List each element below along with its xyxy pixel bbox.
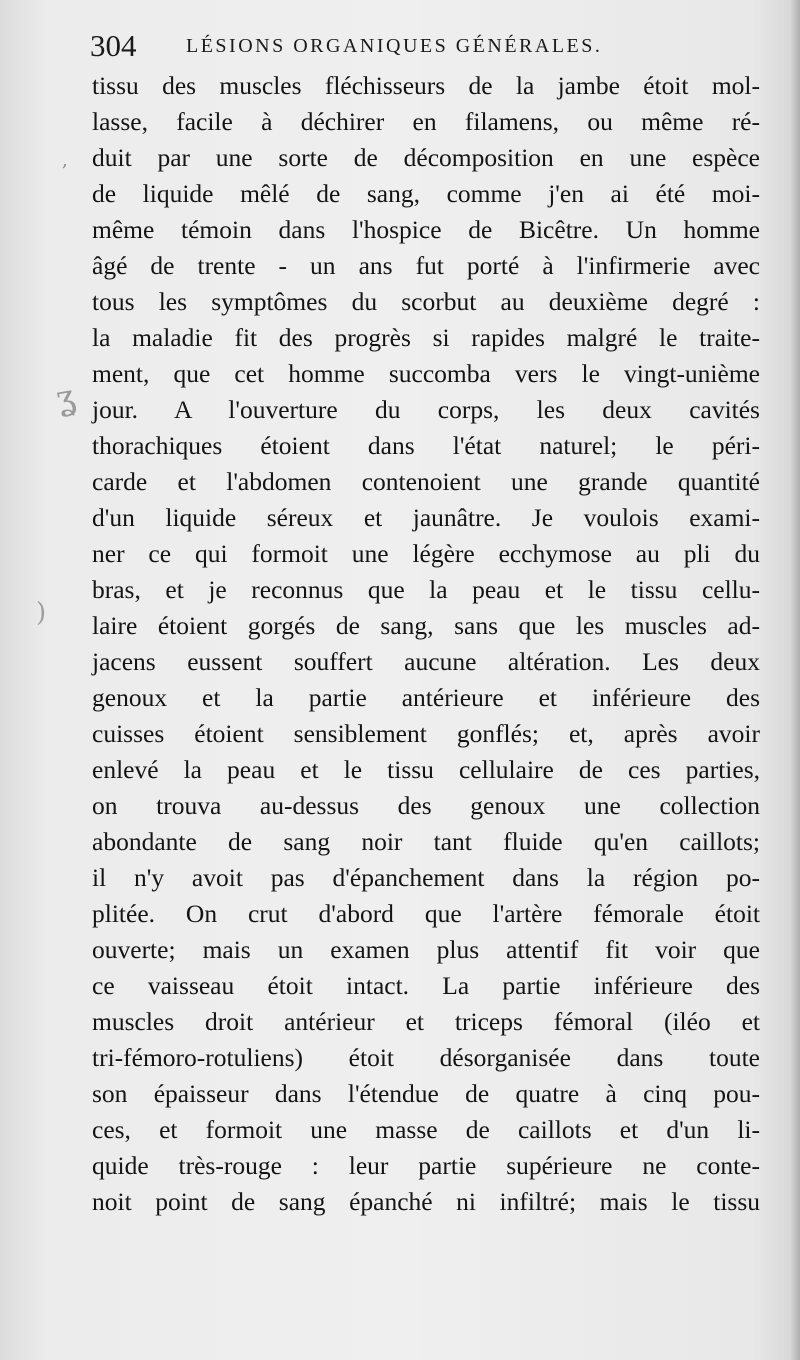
text-line: tri-fémoro-rotuliens) étoit désorganisée dans toute — [92, 1043, 760, 1072]
text-line: âgé de trente - un ans fut porté à l'infirmerie avec — [92, 251, 760, 280]
text-line: on trouva au-dessus des genoux une collection — [92, 791, 760, 820]
text-line: ouverte; mais un examen plus attentif fit voir que — [92, 935, 760, 964]
page-edge-shadow — [790, 0, 800, 1360]
text-line: cuisses étoient sensiblement gonflés; et, après avoir — [92, 719, 760, 748]
page-number: 304 — [90, 28, 137, 63]
text-line: genoux et la partie antérieure et inférieure des — [92, 683, 760, 712]
text-line: la maladie fit des progrès si rapides malgré le traite- — [92, 323, 760, 352]
text-line: tous les symptômes du scorbut au deuxième degré : — [92, 287, 760, 316]
text-line: thorachiques étoient dans l'état naturel; le péri- — [92, 431, 760, 460]
margin-tick-mark: , — [62, 150, 68, 171]
text-line: d'un liquide séreux et jaunâtre. Je voulois exami- — [92, 503, 760, 532]
text-line: de liquide mêlé de sang, comme j'en ai été moi- — [92, 179, 760, 208]
text-line: tissu des muscles fléchisseurs de la jambe étoit mol- — [92, 71, 760, 100]
body-text — [92, 68, 760, 1220]
text-line: ces, et formoit une masse de caillots et d'un li- — [92, 1115, 760, 1144]
text-line: ment, que cet homme succomba vers le vingt-unième — [92, 359, 760, 388]
page-header — [90, 26, 770, 66]
text-line: plitée. On crut d'abord que l'artère fémorale étoit — [92, 899, 760, 928]
text-line: abondante de sang noir tant fluide qu'en caillots; — [92, 827, 760, 856]
text-line: carde et l'abdomen contenoient une grande quantité — [92, 467, 760, 496]
text-line: bras, et je reconnus que la peau et le tissu cellu- — [92, 575, 760, 604]
text-line: ce vaisseau étoit intact. La partie inférieure des — [92, 971, 760, 1000]
text-line: ner ce qui formoit une légère ecchymose au pli du — [92, 539, 760, 568]
text-line: duit par une sorte de décomposition en une espèce — [92, 143, 760, 172]
text-line: jour. A l'ouverture du corps, les deux cavités — [92, 395, 760, 424]
text-line: muscles droit antérieur et triceps fémoral (iléo et — [92, 1007, 760, 1036]
margin-bracket-mark: ) — [36, 598, 47, 628]
text-line: jacens eussent souffert aucune altération. Les deux — [92, 647, 760, 676]
text-line: il n'y avoit pas d'épanchement dans la région po- — [92, 863, 760, 892]
text-line: noit point de sang épanché ni infiltré; mais le tissu — [92, 1187, 760, 1216]
text-line: son épaisseur dans l'étendue de quatre à cinq pou- — [92, 1079, 760, 1108]
margin-pencil-mark: ʓ — [52, 376, 79, 420]
text-line: enlevé la peau et le tissu cellulaire de ces parties, — [92, 755, 760, 784]
text-line: quide très-rouge : leur partie supérieure ne conte- — [92, 1151, 760, 1180]
running-head: LÉSIONS ORGANIQUES GÉNÉRALES. — [186, 35, 603, 57]
text-line: lasse, facile à déchirer en filamens, ou même ré- — [92, 107, 760, 136]
text-line: laire étoient gorgés de sang, sans que les muscles ad- — [92, 611, 760, 640]
text-line: même témoin dans l'hospice de Bicêtre. Un homme — [92, 215, 760, 244]
